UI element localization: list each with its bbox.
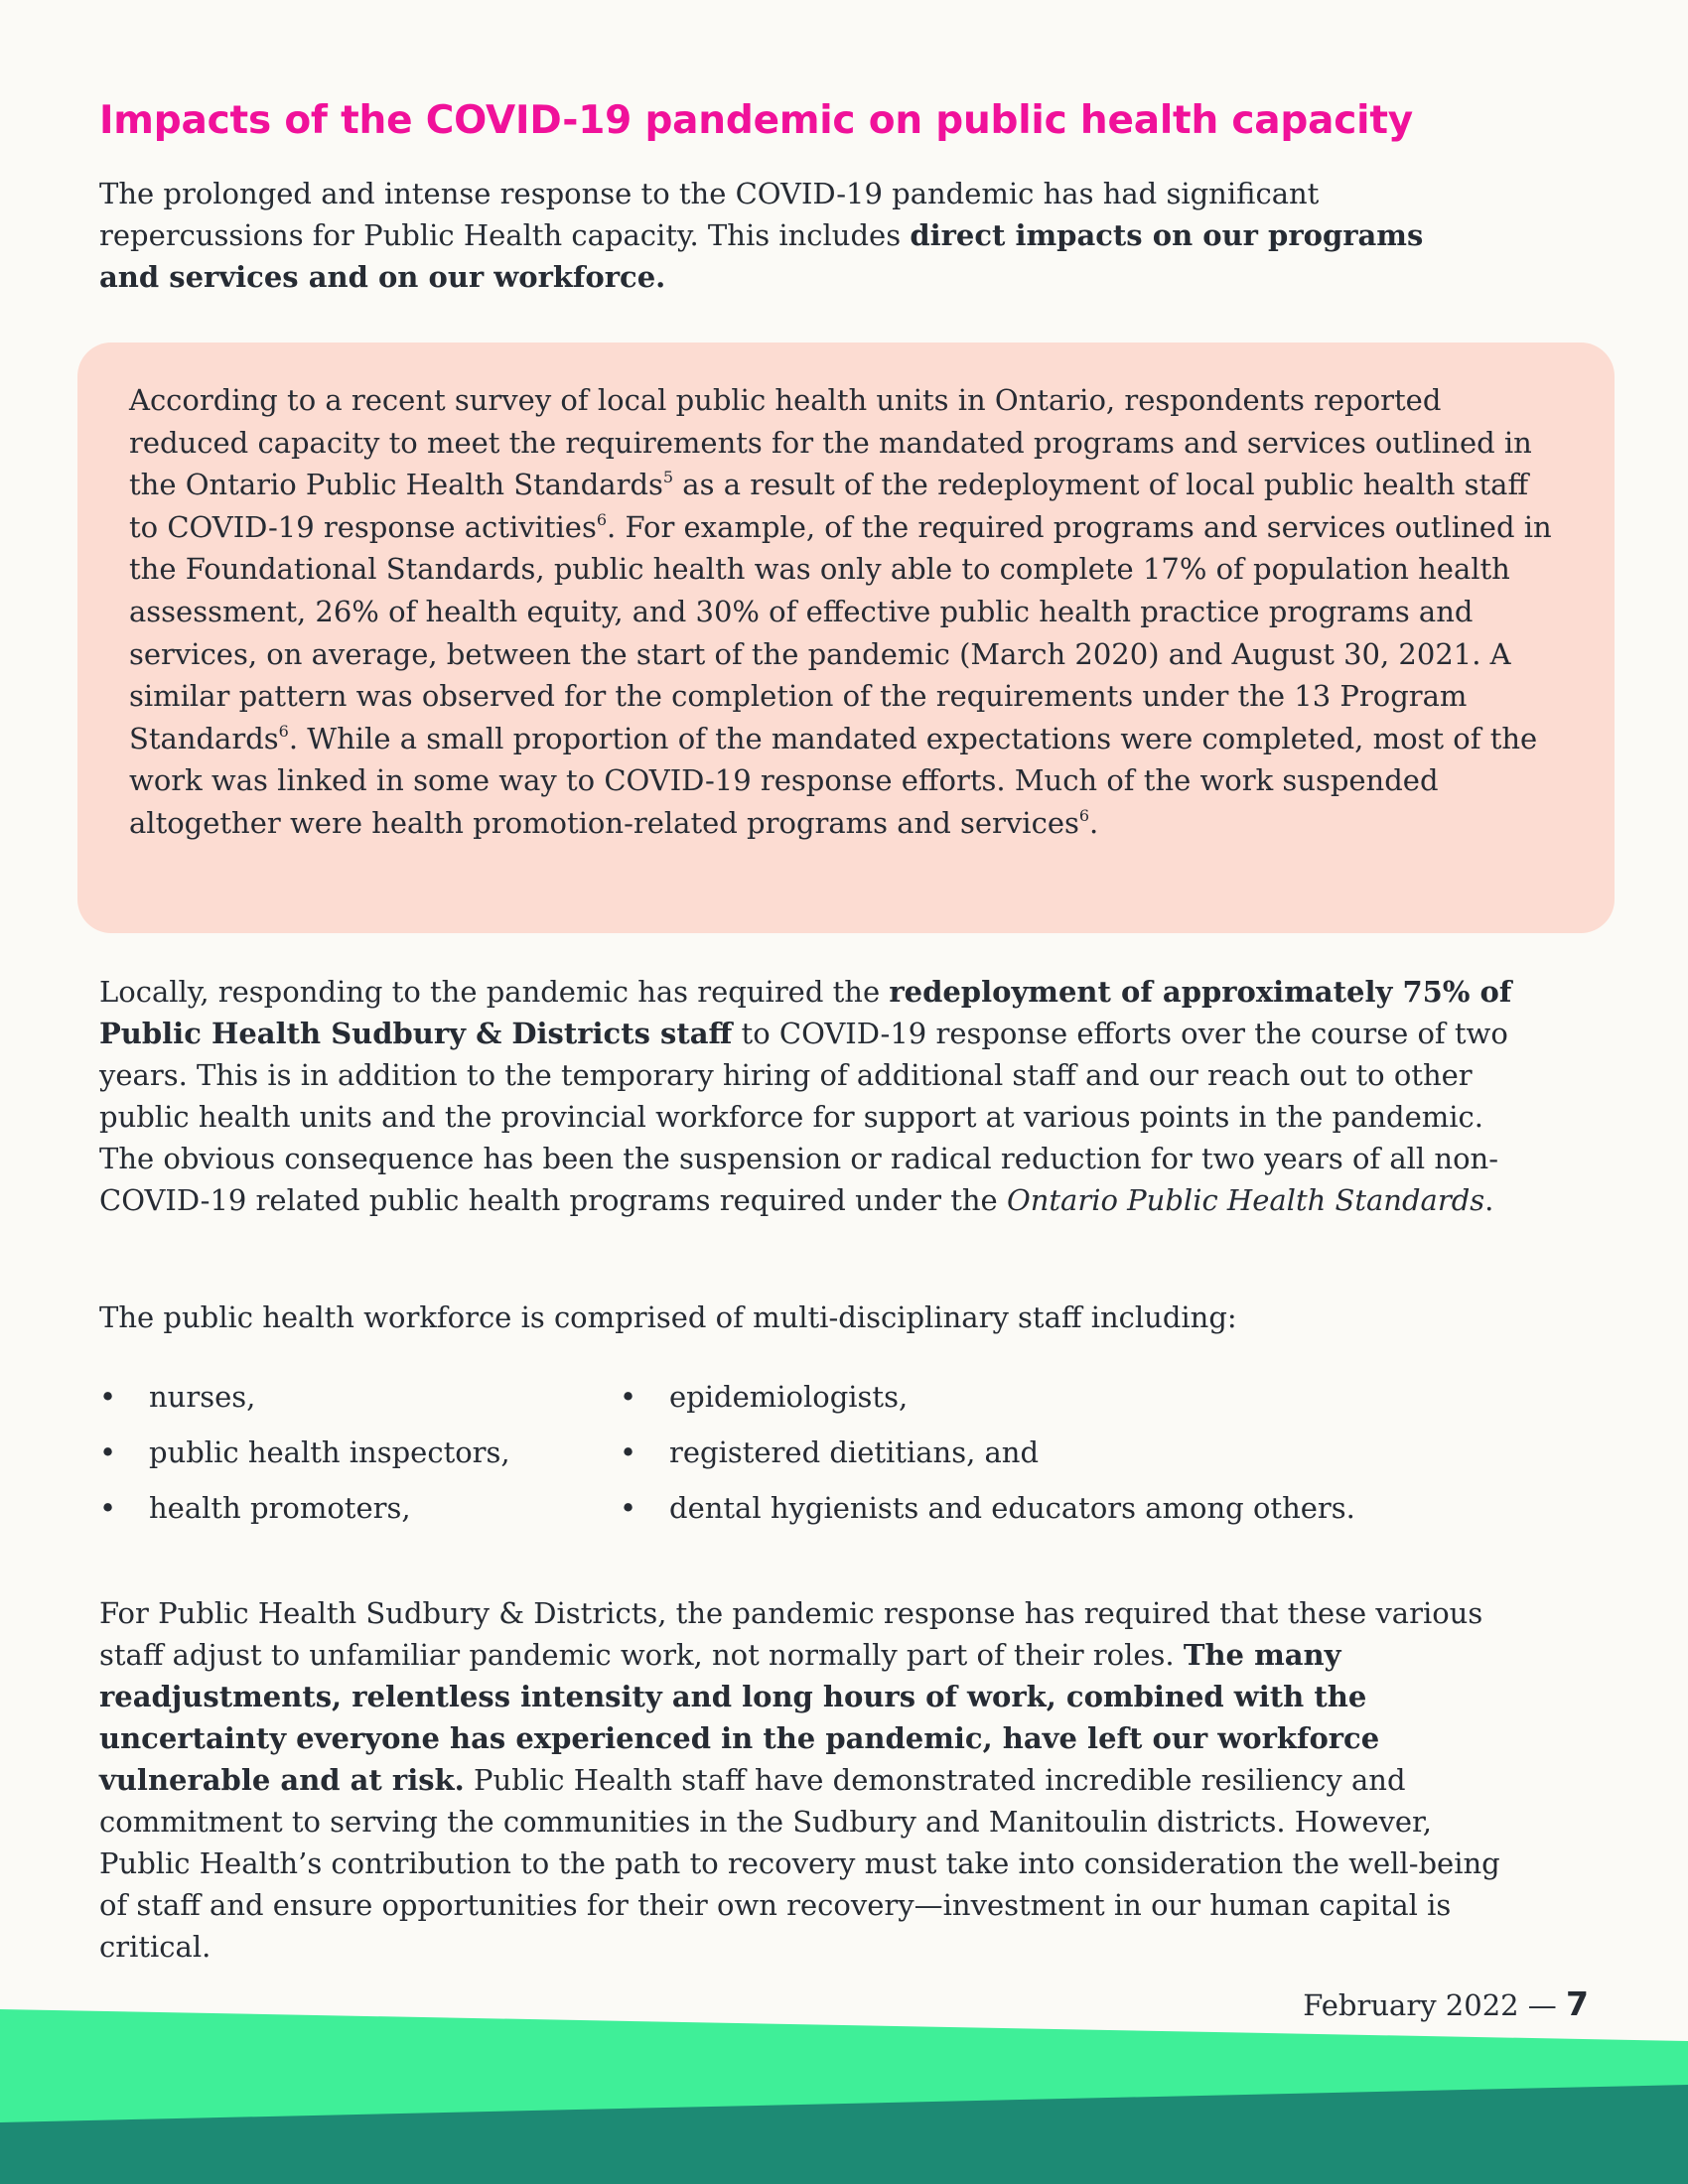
page-number: 7 bbox=[1566, 1984, 1589, 2023]
footnote-ref: 6 bbox=[596, 509, 608, 529]
list-item-text: epidemiologists, bbox=[669, 1380, 909, 1414]
survey-callout-text bbox=[129, 379, 1559, 845]
list-item-text: public health inspectors, bbox=[149, 1435, 510, 1469]
workforce-list-right bbox=[620, 1376, 1355, 1543]
list-item-text: nurses, bbox=[149, 1380, 256, 1414]
callout-text-part: as a result of the redeployment of local public health staff to COVID-19 response activities bbox=[129, 468, 1529, 544]
intro-paragraph bbox=[99, 173, 1430, 298]
callout-text-part: According to a recent survey of local public health units in Ontario, respondents reported reduced capacity to meet the requirements for the mandated programs and services outlined in the Ontario Public Health Standards bbox=[129, 383, 1532, 502]
footer-date: February 2022 bbox=[1303, 1988, 1519, 2022]
intro-emphasis: direct impacts on our programs and services and on our workforce. bbox=[99, 218, 1424, 294]
bullet-icon: • bbox=[620, 1380, 637, 1414]
list-item-text: dental hygienists and educators among others. bbox=[669, 1491, 1355, 1525]
closing-text: Public Health staff have demonstrated incredible resiliency and commitment to serving the communities in the Sudbury and Manitoulin districts. However, Public Health’s contribution to the path to recovery must take into consideration the well-being of staff and ensure opportunities for their own recovery—investment in our human capital is critical. bbox=[99, 1763, 1500, 1964]
closing-paragraph bbox=[99, 1592, 1529, 1968]
bullet-icon: • bbox=[99, 1380, 117, 1414]
local-text: . bbox=[1484, 1183, 1494, 1217]
callout-text-part: . bbox=[1089, 805, 1099, 840]
callout-text-part: . For example, of the required programs and services outlined in the Foundational Standards, public health was only able to complete 17% of population health assessment, 26% of health equity, and 30% of effective public health practice programs and services, on average, between the start of the pandemic (March 2020) and August 30, 2021. A similar pattern was observed for the completion of the requirements under the 13 Program Standards bbox=[129, 509, 1552, 755]
closing-text: For Public Health Sudbury & Districts, the pandemic response has required that these various staff adjust to unfamiliar pandemic work, not normally part of their roles. bbox=[99, 1596, 1483, 1672]
list-item bbox=[620, 1432, 1355, 1487]
bullet-icon: • bbox=[620, 1491, 637, 1525]
workforce-list bbox=[99, 1376, 1549, 1545]
local-emphasis: redeployment of approximately 75% of Public Health Sudbury & Districts staff bbox=[99, 975, 1512, 1050]
standards-title: Ontario Public Health Standards bbox=[1006, 1183, 1485, 1217]
footnote-ref: 6 bbox=[1078, 805, 1090, 825]
footer-separator: — bbox=[1518, 1988, 1567, 2022]
list-item bbox=[620, 1487, 1355, 1543]
local-text: Locally, responding to the pandemic has required the bbox=[99, 975, 890, 1009]
closing-emphasis: The many readjustments, relentless intensity and long hours of work, combined with the uncertainty everyone has experienced in the pandemic, have left our workforce vulnerable and at risk. bbox=[99, 1638, 1380, 1797]
footer-color-band bbox=[0, 2005, 1688, 2184]
local-impact-paragraph bbox=[99, 971, 1529, 1221]
workforce-intro: The public health workforce is comprised of multi-disciplinary staff including: bbox=[99, 1300, 1237, 1334]
list-item bbox=[620, 1376, 1355, 1432]
bullet-icon: • bbox=[99, 1435, 117, 1469]
list-item-text: health promoters, bbox=[149, 1491, 411, 1525]
local-text: to COVID-19 response efforts over the course of two years. This is in addition to the temporary hiring of additional staff and our reach out to other public health units and the provincial workforce for support at various points in the pandemic. The obvious consequence has been the suspension or radical reduction for two years of all non-COVID-19 related public health programs required under the bbox=[99, 1017, 1508, 1217]
workforce-list-left bbox=[99, 1376, 510, 1543]
bullet-icon: • bbox=[620, 1435, 637, 1469]
list-item bbox=[99, 1487, 510, 1543]
list-item bbox=[99, 1432, 510, 1487]
intro-text: The prolonged and intense response to the COVID-19 pandemic has had significant repercussions for Public Health capacity. This includes bbox=[99, 177, 1320, 252]
footnote-ref: 6 bbox=[278, 721, 289, 741]
bullet-icon: • bbox=[99, 1491, 117, 1525]
list-item-text: registered dietitians, and bbox=[669, 1435, 1040, 1469]
section-title: Impacts of the COVID-19 pandemic on public health capacity bbox=[99, 98, 1414, 143]
footer-band-graphic bbox=[0, 2005, 1688, 2184]
callout-text-part: . While a small proportion of the mandated expectations were completed, most of the work was linked in some way to COVID-19 response efforts. Much of the work suspended altogether were health promotion-related programs and services bbox=[129, 721, 1538, 840]
footnote-ref: 5 bbox=[662, 468, 674, 487]
list-item bbox=[99, 1376, 510, 1432]
